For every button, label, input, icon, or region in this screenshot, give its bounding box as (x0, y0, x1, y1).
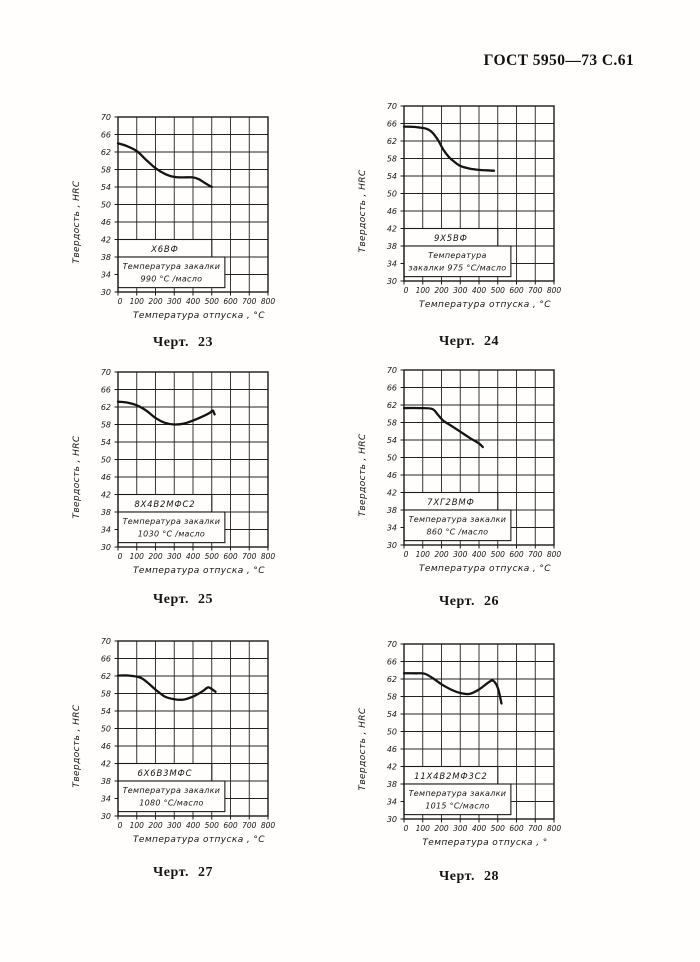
svg-text:70: 70 (100, 636, 111, 646)
svg-text:600: 600 (223, 297, 238, 306)
svg-text:30: 30 (100, 811, 111, 821)
svg-text:42: 42 (386, 488, 397, 498)
figure-block (68, 358, 302, 608)
svg-text:200: 200 (148, 552, 163, 561)
svg-text:30: 30 (386, 814, 397, 824)
svg-text:0: 0 (403, 824, 409, 833)
x-tick-labels (404, 824, 562, 833)
svg-text:50: 50 (100, 200, 111, 210)
hardness-curve (118, 143, 212, 187)
svg-text:800: 800 (546, 824, 562, 833)
svg-text:500: 500 (204, 552, 219, 561)
svg-text:58: 58 (386, 418, 397, 428)
svg-text:700: 700 (528, 550, 543, 559)
svg-text:42: 42 (100, 235, 111, 245)
svg-text:42: 42 (386, 762, 397, 772)
svg-text:закалки 975 °С/масло: закалки 975 °С/масло (408, 263, 507, 273)
svg-text:38: 38 (386, 505, 397, 515)
svg-text:54: 54 (386, 435, 397, 445)
svg-text:34: 34 (100, 270, 111, 280)
y-axis-title: Твердость , HRC (358, 433, 368, 517)
svg-text:50: 50 (100, 724, 111, 734)
svg-text:Температура закалки: Температура закалки (408, 514, 507, 524)
x-axis-title: Температура отпуска , °С (133, 566, 265, 576)
svg-text:300: 300 (167, 821, 182, 830)
svg-text:30: 30 (100, 542, 111, 552)
x-axis-title: Температура отпуска , °С (133, 835, 265, 845)
y-tick-labels (387, 640, 397, 824)
y-axis-title: Твердость , HRC (358, 707, 368, 791)
svg-text:0: 0 (403, 286, 409, 295)
page-header: ГОСТ 5950—73 С.61 (483, 52, 634, 69)
x-axis-title: Температура отпуска , ° (422, 838, 548, 848)
svg-text:100: 100 (415, 286, 430, 295)
svg-text:400: 400 (185, 297, 201, 306)
figure-caption: Черт. 27 (153, 865, 213, 880)
steel-grade-label: Х6ВФ (151, 245, 179, 256)
hardness-line-chart (68, 103, 298, 325)
svg-text:200: 200 (434, 824, 449, 833)
svg-text:400: 400 (185, 821, 201, 830)
svg-text:300: 300 (453, 550, 468, 559)
svg-text:46: 46 (386, 206, 397, 216)
figure-block (354, 630, 588, 885)
y-axis-title: Твердость , HRC (72, 180, 82, 264)
svg-text:1015 °С/масло: 1015 °С/масло (425, 801, 490, 811)
svg-text:66: 66 (386, 383, 397, 393)
svg-text:500: 500 (204, 821, 219, 830)
figure-caption: Черт. 25 (153, 592, 213, 607)
svg-text:600: 600 (509, 824, 524, 833)
figure-caption: Черт. 23 (153, 335, 213, 350)
svg-text:700: 700 (242, 821, 257, 830)
figure-caption: Черт. 26 (439, 594, 499, 609)
hardness-line-chart (354, 630, 584, 852)
x-tick-labels (404, 550, 562, 559)
svg-text:700: 700 (528, 286, 543, 295)
y-axis-title: Твердость , HRC (358, 169, 368, 253)
svg-text:38: 38 (100, 252, 111, 262)
steel-grade-label: 6Х6В3МФС (137, 769, 193, 780)
svg-text:600: 600 (223, 552, 238, 561)
y-tick-labels (101, 113, 111, 297)
svg-text:300: 300 (167, 297, 182, 306)
figure-block (354, 92, 588, 350)
svg-text:Температура закалки: Температура закалки (122, 785, 221, 795)
svg-text:100: 100 (415, 824, 430, 833)
hardness-line-chart (68, 358, 298, 580)
svg-text:34: 34 (100, 794, 111, 804)
svg-text:34: 34 (386, 797, 397, 807)
svg-text:0: 0 (117, 821, 123, 830)
svg-text:54: 54 (100, 437, 111, 447)
svg-text:42: 42 (100, 759, 111, 769)
steel-grade-label: 7ХГ2ВМФ (427, 498, 475, 509)
svg-text:300: 300 (453, 286, 468, 295)
svg-text:34: 34 (386, 523, 397, 533)
svg-text:200: 200 (434, 286, 449, 295)
svg-text:62: 62 (386, 136, 397, 146)
hardness-curve (404, 673, 502, 703)
y-axis-title: Твердость , HRC (72, 704, 82, 788)
svg-text:66: 66 (386, 657, 397, 667)
svg-text:50: 50 (386, 453, 397, 463)
svg-text:Температура: Температура (428, 250, 487, 260)
svg-text:Температура закалки: Температура закалки (122, 516, 221, 526)
svg-text:54: 54 (100, 182, 111, 192)
y-axis-title: Твердость , HRC (72, 435, 82, 519)
svg-text:100: 100 (129, 297, 144, 306)
svg-text:34: 34 (100, 525, 111, 535)
svg-text:400: 400 (471, 550, 487, 559)
svg-text:70: 70 (386, 101, 397, 111)
svg-text:42: 42 (386, 224, 397, 234)
svg-text:100: 100 (415, 550, 430, 559)
x-tick-labels (118, 297, 276, 306)
svg-text:Температура закалки: Температура закалки (122, 261, 221, 271)
svg-text:62: 62 (386, 674, 397, 684)
figure-block (354, 356, 588, 610)
y-tick-labels (101, 637, 111, 821)
figure-block (68, 627, 302, 881)
svg-text:38: 38 (386, 779, 397, 789)
svg-text:400: 400 (471, 824, 487, 833)
svg-text:70: 70 (100, 367, 111, 377)
y-tick-labels (101, 368, 111, 552)
steel-grade-label: 9Х5ВФ (433, 234, 468, 245)
svg-text:800: 800 (260, 552, 276, 561)
svg-text:54: 54 (100, 706, 111, 716)
svg-text:46: 46 (100, 217, 111, 227)
svg-text:54: 54 (386, 709, 397, 719)
svg-text:1030 °С /масло: 1030 °С /масло (137, 529, 206, 539)
svg-text:700: 700 (242, 552, 257, 561)
svg-text:990 °С /масло: 990 °С /масло (140, 274, 203, 284)
svg-text:30: 30 (386, 540, 397, 550)
svg-text:30: 30 (100, 287, 111, 297)
svg-text:100: 100 (129, 552, 144, 561)
hardness-curve (404, 408, 483, 447)
x-axis-title: Температура отпуска , °С (419, 564, 551, 574)
svg-text:46: 46 (386, 470, 397, 480)
svg-text:300: 300 (453, 824, 468, 833)
svg-text:600: 600 (509, 550, 524, 559)
svg-text:66: 66 (100, 385, 111, 395)
svg-text:70: 70 (386, 639, 397, 649)
svg-text:62: 62 (386, 400, 397, 410)
svg-text:400: 400 (471, 286, 487, 295)
y-tick-labels (387, 102, 397, 286)
hardness-line-chart (354, 356, 584, 578)
svg-text:400: 400 (185, 552, 201, 561)
svg-text:300: 300 (167, 552, 182, 561)
svg-text:700: 700 (528, 824, 543, 833)
svg-text:860 °С /масло: 860 °С /масло (426, 527, 489, 537)
figure-block (68, 103, 302, 351)
svg-text:34: 34 (386, 259, 397, 269)
svg-text:0: 0 (117, 297, 123, 306)
svg-text:58: 58 (386, 154, 397, 164)
svg-text:50: 50 (386, 727, 397, 737)
svg-text:42: 42 (100, 490, 111, 500)
x-axis-title: Температура отпуска , °С (419, 300, 551, 310)
svg-text:200: 200 (148, 821, 163, 830)
x-tick-labels (118, 821, 276, 830)
svg-text:46: 46 (100, 741, 111, 751)
svg-text:100: 100 (129, 821, 144, 830)
svg-text:800: 800 (260, 821, 276, 830)
hardness-curve (118, 402, 215, 425)
svg-text:1080 °С/масло: 1080 °С/масло (139, 798, 204, 808)
svg-text:38: 38 (100, 507, 111, 517)
x-tick-labels (404, 286, 562, 295)
svg-text:50: 50 (100, 455, 111, 465)
svg-text:500: 500 (490, 824, 505, 833)
svg-text:800: 800 (546, 550, 562, 559)
svg-text:66: 66 (386, 119, 397, 129)
svg-text:500: 500 (490, 286, 505, 295)
figure-caption: Черт. 28 (439, 869, 499, 884)
svg-text:58: 58 (100, 420, 111, 430)
svg-text:58: 58 (100, 165, 111, 175)
svg-text:70: 70 (386, 365, 397, 375)
svg-text:500: 500 (204, 297, 219, 306)
steel-grade-label: 8Х4В2МФС2 (134, 500, 196, 511)
hardness-line-chart (354, 92, 584, 314)
svg-text:38: 38 (100, 776, 111, 786)
svg-text:66: 66 (100, 654, 111, 664)
svg-text:54: 54 (386, 171, 397, 181)
svg-text:58: 58 (386, 692, 397, 702)
svg-text:46: 46 (386, 744, 397, 754)
hardness-curve (404, 127, 494, 171)
svg-text:800: 800 (260, 297, 276, 306)
y-tick-labels (387, 366, 397, 550)
svg-text:46: 46 (100, 472, 111, 482)
svg-text:0: 0 (117, 552, 123, 561)
svg-text:38: 38 (386, 241, 397, 251)
svg-text:50: 50 (386, 189, 397, 199)
x-tick-labels (118, 552, 276, 561)
svg-text:58: 58 (100, 689, 111, 699)
svg-text:200: 200 (434, 550, 449, 559)
svg-text:600: 600 (223, 821, 238, 830)
steel-grade-label: 11Х4В2МФ3С2 (414, 772, 488, 783)
svg-text:62: 62 (100, 147, 111, 157)
svg-text:70: 70 (100, 112, 111, 122)
hardness-line-chart (68, 627, 298, 849)
svg-text:600: 600 (509, 286, 524, 295)
x-axis-title: Температура отпуска , °С (133, 311, 265, 321)
svg-text:66: 66 (100, 130, 111, 140)
svg-text:62: 62 (100, 671, 111, 681)
svg-text:800: 800 (546, 286, 562, 295)
svg-text:500: 500 (490, 550, 505, 559)
svg-text:Температура закалки: Температура закалки (408, 788, 507, 798)
svg-text:62: 62 (100, 402, 111, 412)
svg-text:0: 0 (403, 550, 409, 559)
figure-caption: Черт. 24 (439, 334, 499, 349)
hardness-curve (118, 675, 216, 699)
svg-text:30: 30 (386, 276, 397, 286)
svg-text:200: 200 (148, 297, 163, 306)
svg-text:700: 700 (242, 297, 257, 306)
